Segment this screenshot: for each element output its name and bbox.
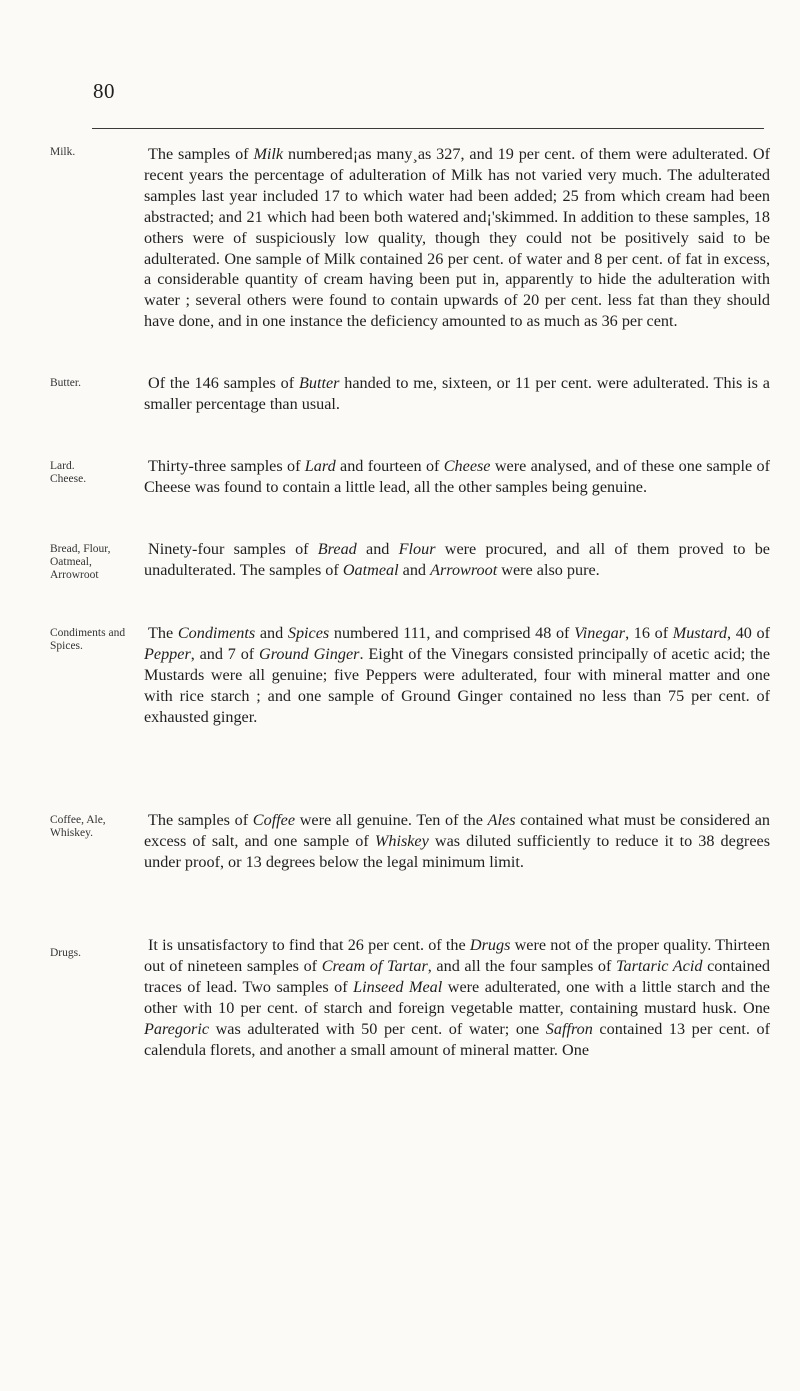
text-run: , 16 of (625, 624, 673, 642)
italic-term: Spices (287, 624, 330, 642)
text-run: was diluted sufficiently to reduce it to 38 degrees under proof, or 13 degrees below the legal minimum limit. (144, 831, 770, 871)
italic-term: Vinegar (574, 624, 626, 642)
text-run: The (148, 624, 178, 642)
italic-term: Ground Ginger (259, 644, 360, 663)
italic-term: Lard (304, 457, 336, 475)
text-run: and (356, 540, 399, 558)
text-run: Of the 146 samples of (148, 374, 299, 392)
text-run: contained 13 per cent. of calendula florets, and another a small amount of mineral matter. One (144, 1019, 770, 1059)
side-note: Drugs. (50, 947, 81, 959)
paragraph (144, 539, 770, 581)
paragraph (144, 623, 770, 728)
italic-term: Bread (317, 540, 357, 558)
text-run: . Eight of the Vinegars consisted principally of acetic acid; the Mustards were all genuine; five Peppers were adulterated, four with mineral matter and one with rice starch ; and one sample of Ground Ginger contained no less than 75 per cent. of exhausted ginger. (144, 644, 771, 726)
italic-term: Condiments (177, 624, 256, 642)
text-run: handed to me, sixteen, or 11 per cent. were adulterated. This is a smaller percentage than usual. (144, 374, 770, 413)
italic-term: Oatmeal (342, 560, 399, 579)
text-run: and (398, 560, 431, 579)
italic-term: Pepper (144, 644, 191, 663)
paragraph (144, 373, 770, 415)
paragraph (144, 935, 770, 1060)
text-run: contained what must be considered an excess of salt, and one sample of (144, 811, 771, 850)
text-run: contained traces of lead. Two samples of (144, 956, 771, 996)
side-note: Butter. (50, 377, 81, 389)
text-run: and (255, 624, 288, 642)
italic-term: Paregoric (144, 1019, 210, 1038)
text-run: , and all the four samples of (427, 956, 616, 975)
italic-term: Drugs (469, 936, 511, 954)
text-run: were not of the proper quality. Thirteen out of nineteen samples of (144, 936, 770, 975)
side-note: Lard. Cheese. (50, 460, 87, 485)
text-run: and fourteen of (335, 457, 444, 475)
side-note: Coffee, Ale, Whiskey. (50, 814, 106, 839)
text-run: , and 7 of (190, 644, 260, 663)
italic-term: Flour (398, 540, 436, 558)
text-run: were procured, and all of them proved to be unadulterated. The samples of (144, 540, 770, 579)
side-note: Milk. (50, 146, 76, 158)
text-run: were analysed, and of these one sample of Cheese was found to contain a little lead, all the other samples being genuine. (144, 457, 770, 496)
italic-term: Milk (253, 145, 284, 163)
page-number: 80 (93, 79, 115, 103)
side-note: Bread, Flour, Oatmeal, Arrowroot (50, 543, 111, 581)
italic-term: Cream of Tartar (321, 956, 428, 975)
text-run: The samples of (148, 145, 254, 163)
paragraph (144, 144, 770, 332)
italic-term: Mustard (672, 624, 727, 642)
text-run: numbered 111, and comprised 48 of (329, 624, 575, 642)
italic-term: Butter (298, 374, 340, 392)
text-run: were also pure. (497, 560, 600, 579)
italic-term: Arrowroot (430, 560, 498, 579)
paragraph (144, 456, 770, 498)
text-run: numbered¡as many¸as 327, and 19 per cent. of them were adulterated. Of recent years the percentage of adulteration of Milk has not varied very much. The adulterated samples last year included 17 to which water had been added; 25 from which cream had been abstracted; and 21 which had been both watered and¡'skimmed. In addition to these samples, 18 others were of suspiciously low quality, though they could not be positively said to be adulterated. One sample of Milk contained 26 per cent. of water and 8 per cent. of fat in excess, a considerable quantity of cream having been put in, apparently to hide the adulteration with water ; several others were found to contain upwards of 20 per cent. less fat than they should have done, and in one instance the deficiency amounted to as much as 36 per cent. (144, 145, 770, 331)
italic-term: Whiskey (374, 831, 429, 850)
text-run: were adulterated, one with a little starch and the other with 10 per cent. of starch and foreign vegetable matter, containing mustard husk. One (144, 977, 770, 1017)
italic-term: Coffee (252, 811, 296, 829)
text-run: was adulterated with 50 per cent. of water; one (209, 1019, 546, 1038)
text-run: It is unsatisfactory to find that 26 per cent. of the (148, 936, 470, 954)
text-run: The samples of (148, 811, 253, 829)
header-rule (92, 128, 764, 129)
side-note: Condiments and Spices. (50, 627, 126, 652)
italic-term: Ales (487, 811, 516, 829)
text-run: Thirty-three samples of (148, 457, 305, 475)
text-run: were all genuine. Ten of the (295, 811, 488, 829)
italic-term: Saffron (545, 1019, 593, 1038)
italic-term: Cheese (443, 457, 491, 475)
text-run: , 40 of (727, 624, 771, 642)
italic-term: Tartaric Acid (616, 956, 703, 975)
text-run: Ninety-four samples of (148, 540, 318, 558)
paragraph (144, 810, 770, 873)
italic-term: Linseed Meal (353, 977, 443, 996)
